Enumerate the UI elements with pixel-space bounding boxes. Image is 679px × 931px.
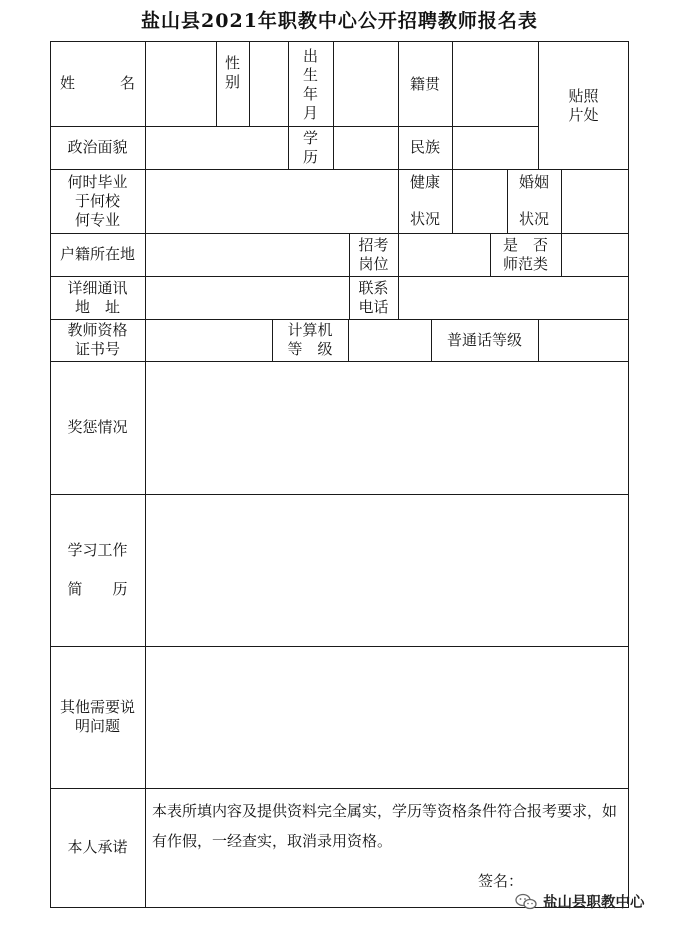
resume-field[interactable] (146, 495, 628, 646)
birth-field[interactable] (334, 42, 398, 126)
health-field[interactable] (453, 170, 507, 233)
name-label-part: 姓 (60, 74, 76, 92)
address-label (50, 276, 145, 319)
normal-major-label (490, 233, 561, 276)
resume-label-part: 简 历 (67, 580, 128, 598)
education-field[interactable] (334, 127, 398, 169)
native-place-field[interactable] (453, 42, 538, 126)
education-label: 学 历 (302, 128, 318, 166)
normal-major-field[interactable] (562, 234, 628, 276)
certificate-label: 教师资格 证书号 (67, 321, 128, 358)
political-status-label: 政治面貌 (67, 138, 128, 156)
mandarin-level-label: 普通话等级 (446, 330, 522, 349)
health-label-part: 状况 (409, 210, 440, 228)
name-label (50, 41, 145, 126)
address-label-part: 地 址 (74, 297, 120, 316)
pledge-text: 本表所填内容及提供资料完全属实，学历等资格条件符合报考要求，如有作假，一经查实，取消录用资格。 (152, 802, 618, 850)
pledge-label: 本人承诺 (67, 838, 128, 856)
gender-label: 性 别 (224, 54, 240, 91)
address-label-part: 详细通讯 (67, 278, 128, 297)
name-field[interactable] (146, 42, 216, 126)
marital-field[interactable] (562, 170, 628, 233)
certificate-field[interactable] (146, 320, 272, 361)
resume-label-part: 学习工作 (67, 541, 128, 559)
household-field[interactable] (146, 234, 349, 276)
form-title: 盐山县2021年职教中心公开招聘教师报名表 (141, 10, 538, 32)
ethnicity-field[interactable] (453, 127, 538, 169)
gender-field[interactable] (250, 42, 288, 126)
native-place-label: 籍贯 (409, 74, 440, 93)
wechat-icon (515, 893, 537, 911)
household-label: 户籍所在地 (59, 245, 135, 263)
graduation-label: 何时毕业 于何校 何专业 (67, 172, 128, 229)
rewards-field[interactable] (146, 362, 628, 494)
other-field[interactable] (146, 647, 628, 788)
other-label: 其他需要说 明问题 (59, 698, 135, 735)
signature-label: 签名： (478, 872, 524, 890)
photo-placeholder: 贴照 片处 (568, 86, 599, 124)
normal-major-label-part: 师范类 (502, 254, 548, 273)
mandarin-level-field[interactable] (539, 320, 628, 361)
resume-label (50, 494, 145, 646)
name-label-part: 名 (119, 74, 135, 92)
marital-label-part: 婚姻 (518, 173, 549, 191)
address-field[interactable] (146, 277, 349, 319)
political-status-field[interactable] (146, 127, 288, 169)
computer-level-label (272, 319, 348, 361)
phone-label: 联系 电话 (358, 278, 389, 316)
graduation-field[interactable] (146, 170, 398, 233)
phone-field[interactable] (399, 277, 628, 319)
normal-major-label-part: 是 否 (502, 235, 548, 254)
health-label (398, 169, 452, 233)
position-label: 招考 岗位 (358, 235, 389, 273)
rewards-label: 奖惩情况 (67, 418, 128, 436)
border-right (628, 41, 629, 908)
birth-label: 出 生 年 月 (302, 47, 318, 122)
watermark-text: 盐山县职教中心 (543, 895, 645, 911)
computer-level-field[interactable] (349, 320, 431, 361)
health-label-part: 健康 (409, 173, 440, 191)
marital-label-part: 状况 (518, 210, 549, 228)
position-field[interactable] (399, 234, 490, 276)
marital-label (507, 169, 561, 233)
computer-level-label-part: 计算机 (287, 321, 333, 339)
watermark (515, 891, 645, 912)
ethnicity-label: 民族 (409, 138, 440, 156)
computer-level-label-part: 等 级 (287, 340, 333, 358)
